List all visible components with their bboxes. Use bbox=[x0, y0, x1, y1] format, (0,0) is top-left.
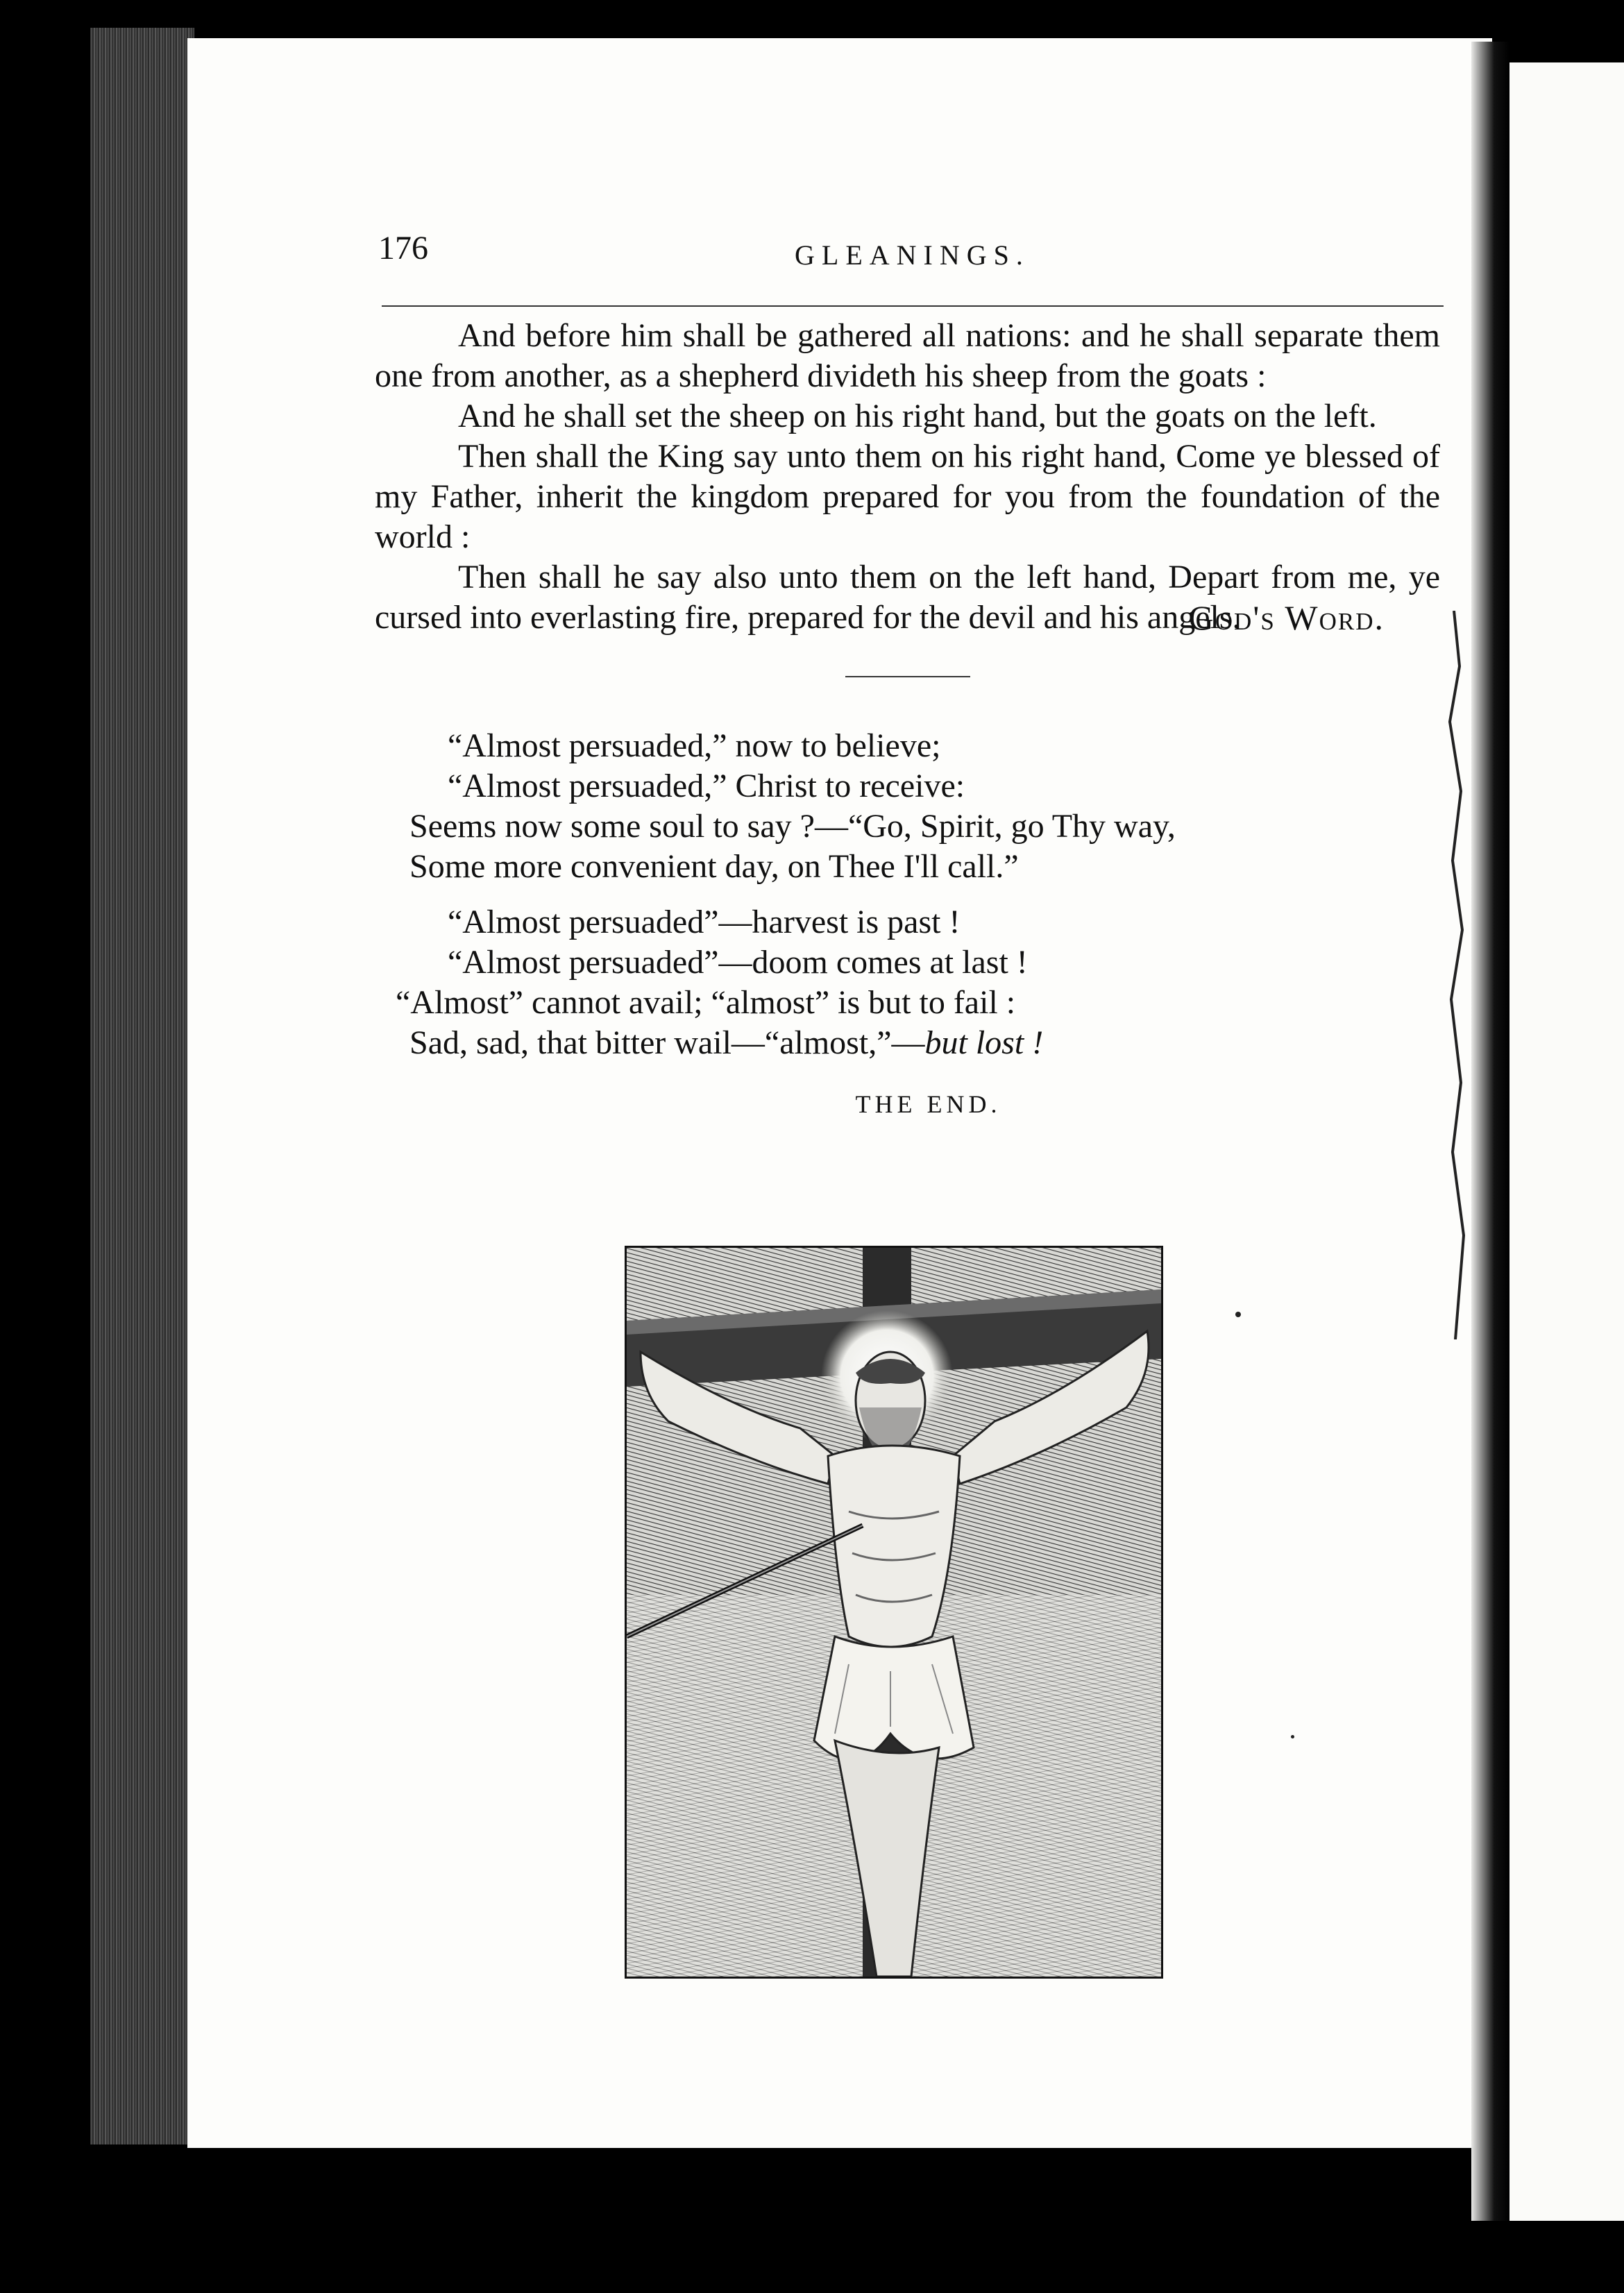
verse-paragraph: Then shall the King say unto them on his right hand, Come ye blessed of my Father, inherit the kingdom prepared for you from the foundation of the world : bbox=[375, 438, 1440, 555]
page-tear-mark bbox=[1440, 611, 1468, 1339]
gutter-shadow bbox=[1471, 42, 1509, 2221]
header-rule bbox=[382, 305, 1444, 307]
poem-line: “Almost persuaded,” Christ to receive: bbox=[448, 768, 965, 804]
page-header bbox=[378, 229, 1447, 285]
poem-line: “Almost persuaded”—harvest is past ! bbox=[448, 904, 961, 940]
poem-line: “Almost” cannot avail; “almost” is but to fail : bbox=[396, 984, 1016, 1021]
running-title: GLEANINGS. bbox=[795, 239, 1030, 271]
section-divider bbox=[845, 676, 970, 677]
poem-line-text: Sad, sad, that bitter wail—“almost,”— bbox=[409, 1024, 925, 1061]
the-end-label: THE END. bbox=[855, 1090, 1001, 1118]
poem-line: “Almost persuaded”—doom comes at last ! bbox=[448, 944, 1028, 981]
page-edges bbox=[90, 28, 194, 2144]
poem-line: Some more convenient day, on Thee I'll call.” bbox=[409, 848, 1019, 885]
facing-page-edge bbox=[1509, 62, 1624, 2221]
page-number: 176 bbox=[378, 230, 428, 266]
page-body bbox=[375, 316, 1440, 1124]
hymn-poem bbox=[375, 726, 1440, 1063]
crucifixion-engraving bbox=[625, 1246, 1163, 1979]
verse-paragraph: Then shall he say also unto them on the left hand, Depart from me, ye cursed into everlasting fire, prepared for the devil and his angels. bbox=[375, 559, 1440, 636]
engraving-image bbox=[627, 1248, 1161, 1977]
poem-line-last bbox=[375, 1023, 1440, 1063]
ink-speck bbox=[1235, 1312, 1241, 1317]
verse-paragraph: And he shall set the sheep on his right hand, but the goats on the left. bbox=[458, 398, 1377, 434]
poem-line-italic: but lost ! bbox=[924, 1024, 1044, 1061]
ink-speck bbox=[1291, 1735, 1294, 1738]
poem-line: Seems now some soul to say ?—“Go, Spirit, go Thy way, bbox=[409, 808, 1176, 845]
attribution: God's Word. bbox=[1188, 598, 1385, 637]
poem-line: “Almost persuaded,” now to believe; bbox=[448, 727, 941, 764]
verse-paragraph: And before him shall be gathered all nations: and he shall separate them one from another, as a shepherd divideth his sheep from the goats : bbox=[375, 317, 1440, 394]
